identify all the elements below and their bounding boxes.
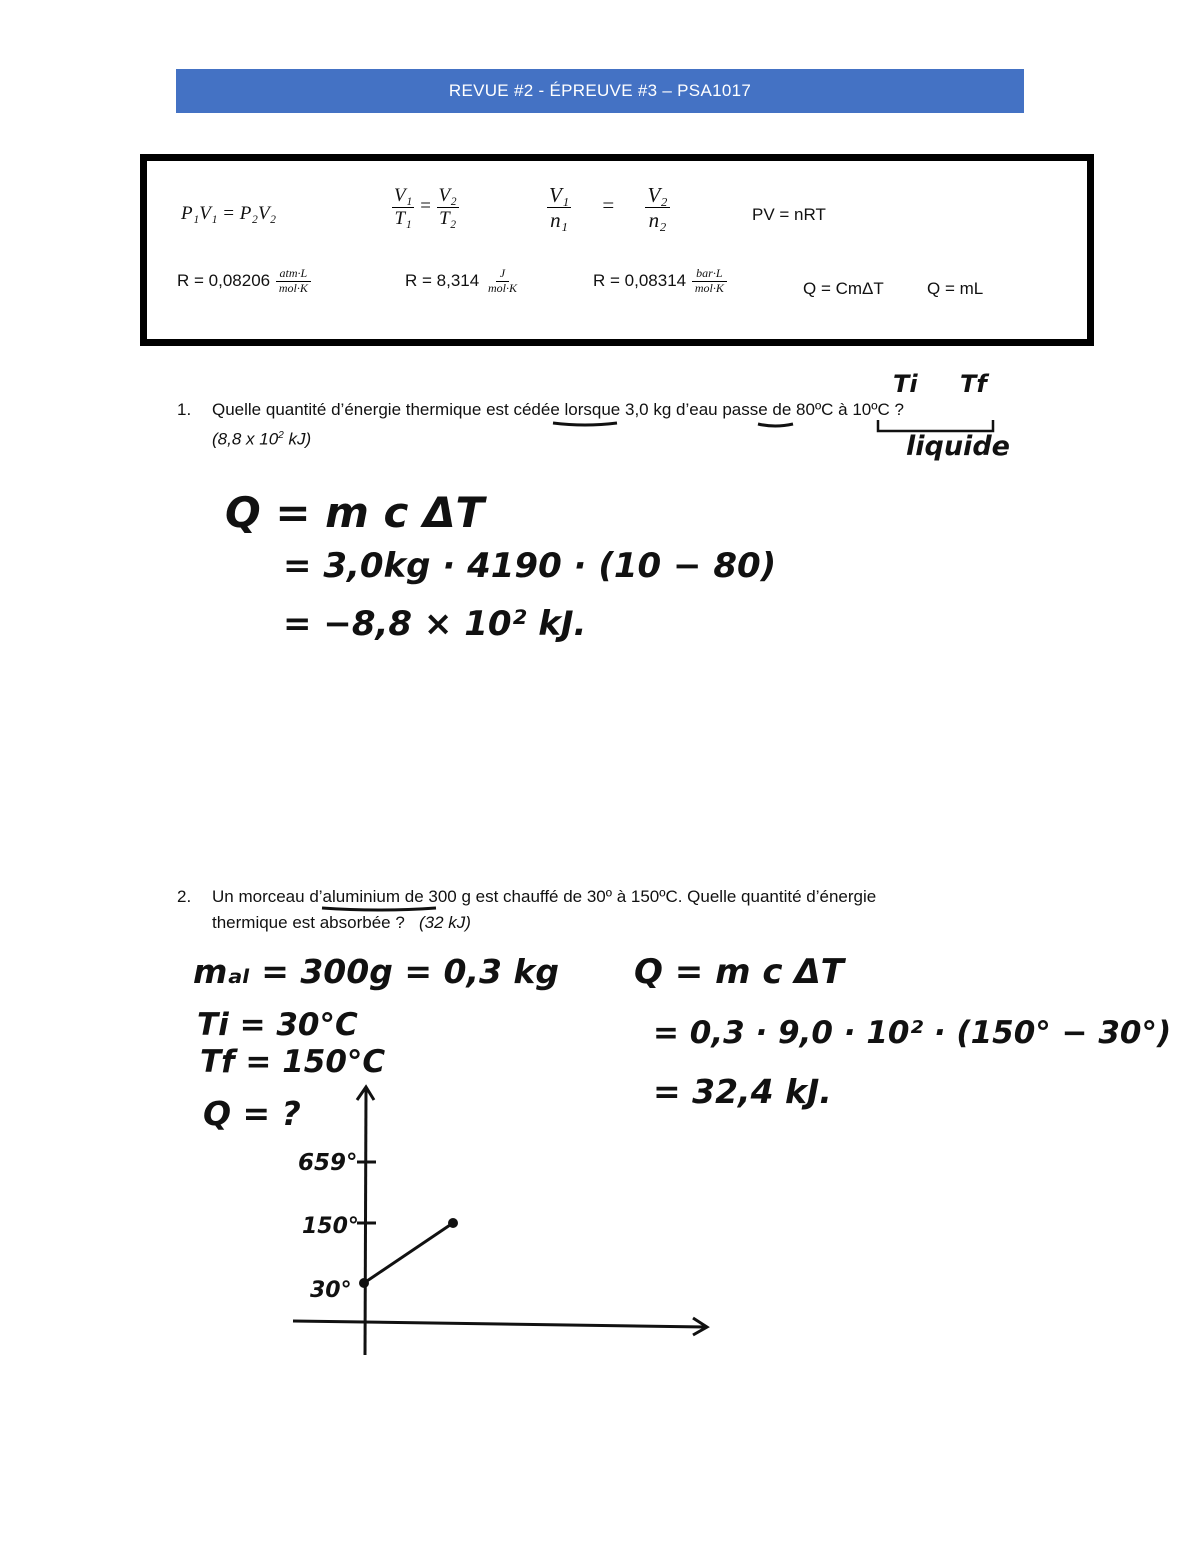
charles-t2: T₂ <box>439 207 457 229</box>
gas-constant-joule-unit-num: J <box>496 267 509 282</box>
charles-t1: T₁ <box>394 207 412 229</box>
graph-label-low: 30° <box>310 1278 352 1303</box>
avogadro-n2: n₂ <box>648 208 667 233</box>
charles-v1: V₁ <box>394 185 413 206</box>
q1-solution-line-2: = 3,0kg · 4190 · (10 − 80) <box>283 546 777 586</box>
gas-constant-bar-unit-den: mol·K <box>694 280 724 295</box>
underline-cedee <box>553 423 617 425</box>
gas-constant-bar-unit-num: bar·L <box>692 267 726 282</box>
q2-given-tf: Tf = 150°C <box>200 1044 386 1080</box>
gas-constant-atm-value: R = 0,08206 <box>177 270 271 290</box>
gas-constant-bar-value: R = 0,08314 <box>593 270 687 290</box>
gas-constant-joule-value: R = 8,314 <box>405 270 480 290</box>
charles-v2: V₂ <box>438 185 457 206</box>
q1-solution-line-3: = −8,8 × 10² kJ. <box>283 604 587 644</box>
q1-solution-line-1: Q = m c ΔT <box>225 488 485 537</box>
q2-given-q: Q = ? <box>203 1094 301 1133</box>
question-1-answer-exponent: 2 <box>278 430 284 441</box>
gas-constant-atm-unit-den: mol·K <box>278 280 308 295</box>
avogadro-n1: n₁ <box>550 208 568 233</box>
question-1-number: 1. <box>177 400 192 419</box>
charles-equals: = <box>418 195 432 217</box>
avogadro-equals: = <box>602 193 615 218</box>
question-2-line-1: Un morceau d’aluminium de 300 g est chauffé de 30º à 150ºC. Quelle quantité d’énergie <box>212 887 877 906</box>
avogadro-v2: V₂ <box>647 183 668 207</box>
question-2-answer: (32 kJ) <box>418 913 471 932</box>
avogadro-v1: V₁ <box>549 183 570 207</box>
q2-given-mass: mₐₗ = 300g = 0,3 kg <box>193 952 559 991</box>
bracket-temperature-range <box>878 420 993 431</box>
question-1-text: Quelle quantité d’énergie thermique est cédée lorsque 3,0 kg d’eau passe de 80ºC à 10ºC ? <box>212 400 904 419</box>
graph-heating-line <box>364 1223 453 1283</box>
gas-constant-atm-unit-num: atm·L <box>276 267 312 282</box>
q2-given-ti: Ti = 30°C <box>197 1007 358 1043</box>
question-2-number: 2. <box>177 887 192 906</box>
specific-heat-formula: Q = CmΔT <box>803 279 884 298</box>
handwritten-tf: Tf <box>960 370 987 398</box>
question-1-answer-unit: kJ) <box>283 429 312 449</box>
document-title: REVUE #2 - ÉPREUVE #3 – PSA1017 <box>448 81 752 100</box>
graph-point-end <box>448 1218 458 1228</box>
q2-solution-line-2: = 0,3 · 9,0 · 10² · (150° − 30°) <box>653 1015 1172 1051</box>
graph-label-high: 659° <box>298 1150 358 1176</box>
handwritten-ti: Ti <box>893 370 918 398</box>
boyle-law-formula: P₁V₁ = P₂V₂ <box>181 203 277 224</box>
latent-heat-formula: Q = mL <box>927 279 984 298</box>
underline-eau <box>758 424 793 426</box>
q2-solution-line-3: = 32,4 kJ. <box>653 1072 832 1111</box>
graph-label-mid: 150° <box>302 1214 359 1239</box>
question-1-answer-base: (8,8 x 10 <box>212 429 279 449</box>
underline-aluminium <box>322 908 436 910</box>
ideal-gas-law-formula: PV = nRT <box>752 205 826 224</box>
graph-point-start <box>359 1278 369 1288</box>
handwritten-liquide: liquide <box>906 431 1010 462</box>
gas-constant-joule-unit-den: mol·K <box>487 280 517 295</box>
q2-solution-line-1: Q = m c ΔT <box>634 952 844 992</box>
graph-x-axis <box>293 1321 705 1327</box>
question-2-line-2-text: thermique est absorbée ? <box>212 913 405 932</box>
